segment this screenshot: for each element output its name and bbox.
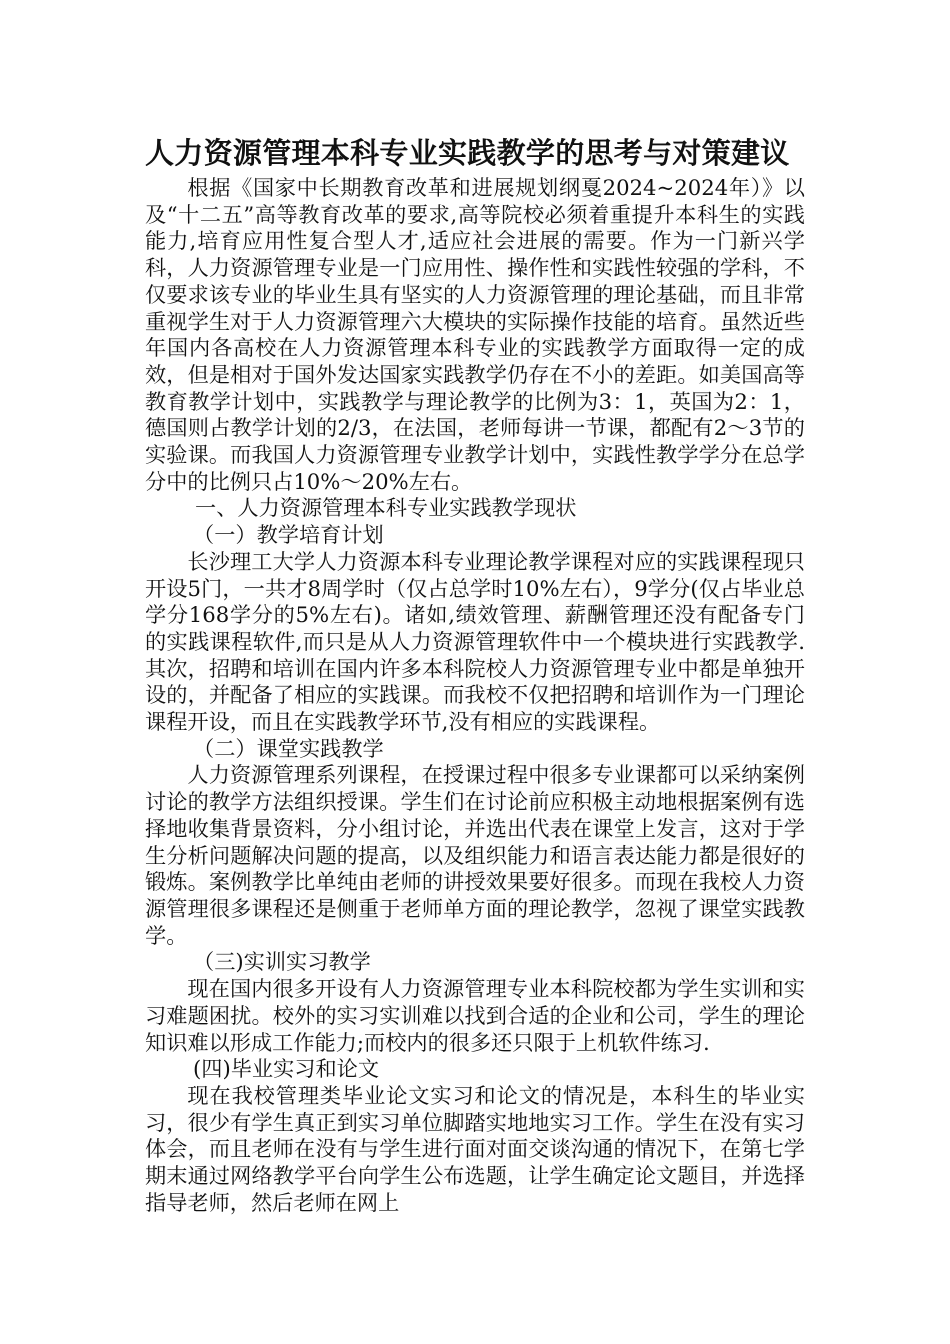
document-body xyxy=(145,133,805,1216)
subsection-paragraph-1: 长沙理工大学人力资源本科专业理论教学课程对应的实践课程现只开设5门，一共才8周学时（仅占总学时10%左右），9学分(仅占毕业总学分168学分的5%左右)。诸如,绩效管理、薪酬管理还没有配备专门的实践课程软件,而只是从人力资源管理软件中一个模块进行实践教学.其次，招聘和培训在国内许多本科院校人力资源管理专业中都是单独开设的，并配备了相应的实践课。而我校不仅把招聘和培训作为一门理论课程开设，而且在实践教学环节,没有相应的实践课程。 xyxy=(145,548,805,735)
subsection-paragraph-3: 现在国内很多开设有人力资源管理专业本科院校都为学生实训和实习难题困扰。校外的实习实训难以找到合适的企业和公司，学生的理论知识难以形成工作能力;而校内的很多还只限于上机软件练习. xyxy=(145,976,805,1055)
subsection-heading-4: (四)毕业实习和论文 xyxy=(193,1056,380,1082)
subsection-heading-2: （二）课堂实践教学 xyxy=(193,735,384,761)
subsection-heading-1: （一）教学培育计划 xyxy=(193,522,384,548)
document-title: 人力资源管理本科专业实践教学的思考与对策建议 xyxy=(145,136,790,170)
section-heading-1: 一、人力资源管理本科专业实践教学现状 xyxy=(195,495,577,521)
subsection-paragraph-2: 人力资源管理系列课程，在授课过程中很多专业课都可以采纳案例讨论的教学方法组织授课。学生们在讨论前应积极主动地根据案例有选择地收集背景资料，分小组讨论，并选出代表在课堂上发言，这对于学生分析问题解决问题的提高，以及组织能力和语言表达能力都是很好的锻炼。案例教学比单纯由老师的讲授效果要好很多。而现在我校人力资源管理很多课程还是侧重于老师单方面的理论教学，忽视了课堂实践教学。 xyxy=(145,762,805,948)
subsection-heading-3: （三)实训实习教学 xyxy=(193,949,371,975)
subsection-paragraph-4: 现在我校管理类毕业论文实习和论文的情况是，本科生的毕业实习，很少有学生真正到实习单位脚踏实地地实习工作。学生在没有实习体会，而且老师在没有与学生进行面对面交谈沟通的情况下，在第七学期末通过网络教学平台向学生公布选题，让学生确定论文题目，并选择指导老师，然后老师在网上 xyxy=(145,1082,805,1215)
intro-paragraph: 根据《国家中长期教育改革和进展规划纲戛2024~2024年）》以及“十二五”高等教育改革的要求,高等院校必须着重提升本科生的实践能力,培育应用性复合型人才,适应社会进展的需要。作为一门新兴学科，人力资源管理专业是一门应用性、操作性和实践性较强的学科，不仅要求该专业的毕业生具有坚实的人力资源管理的理论基础，而且非常重视学生对于人力资源管理六大模块的实际操作技能的培育。虽然近些年国内各高校在人力资源管理本科专业的实践教学方面取得一定的成效，但是相对于国外发达国家实践教学仍存在不小的差距。如美国高等教育教学计划中，实践教学与理论教学的比例为3：1，英国为2：1，德国则占教学计划的2/3，在法国，老师每讲一节课，都配有2～3节的实验课。而我国人力资源管理专业教学计划中，实践性教学学分在总学分中的比例只占10%～20%左右。 xyxy=(145,175,805,494)
